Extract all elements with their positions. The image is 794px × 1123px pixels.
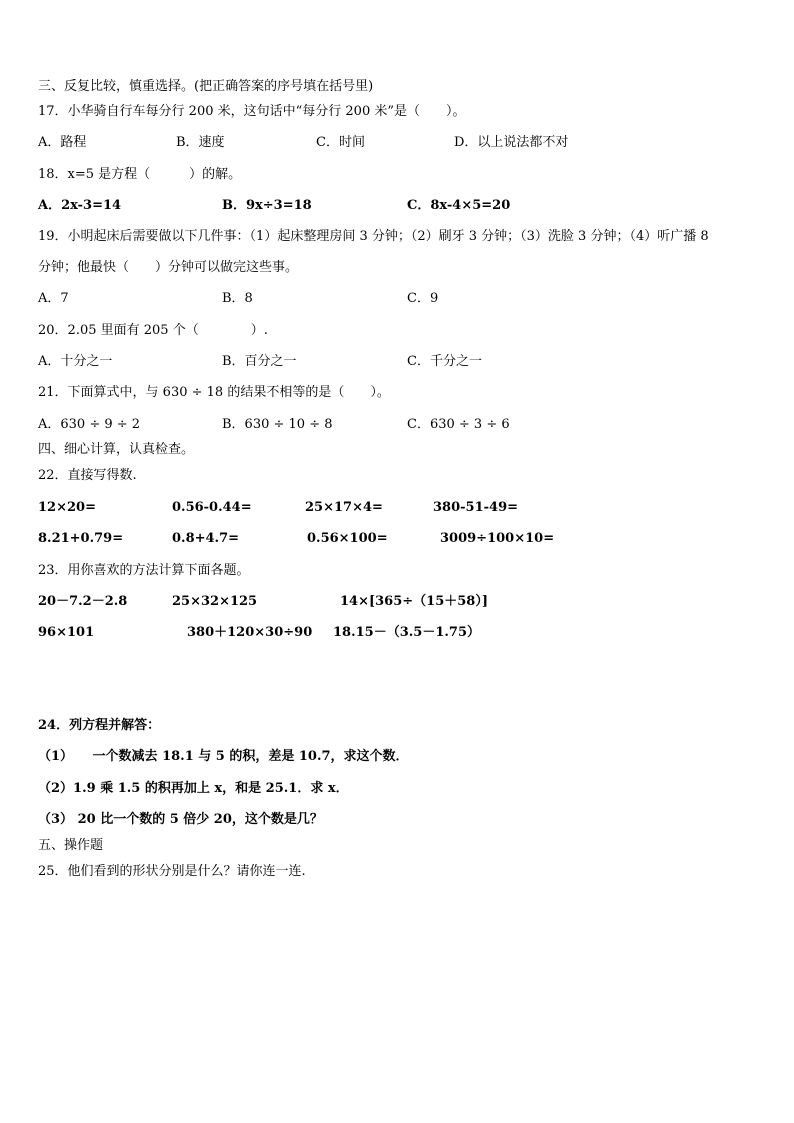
question-23-stem: 23．用你喜欢的方法计算下面各题。 — [38, 563, 250, 578]
question-21-stem: 21．下面算式中，与 630 ÷ 18 的结果不相等的是（ ）。 — [38, 385, 390, 400]
question-19-stem-line1: 19．小明起床后需要做以下几件事：（1）起床整理房间 3 分钟；（2）刷牙 3 分钟；（3）洗脸 3 分钟；（4）听广播 8 — [38, 229, 709, 244]
question-23-item: 14×[365÷（15＋58）] — [340, 594, 488, 609]
question-20-option-c: C．千分之一 — [407, 354, 482, 369]
question-24-item-1: （1） 一个数减去 18.1 与 5 的积，差是 10.7，求这个数． — [38, 749, 409, 764]
question-19-option-c: C．9 — [407, 291, 439, 306]
question-20-option-b: B．百分之一 — [222, 354, 297, 369]
question-24-item-3: （3） 20 比一个数的 5 倍少 20，这个数是几？ — [38, 812, 323, 827]
question-21-option-a: A．630 ÷ 9 ÷ 2 — [38, 417, 141, 432]
section-5-heading: 五、操作题 — [38, 838, 104, 853]
question-19-stem-line2: 分钟；他最快（ ）分钟可以做完这些事。 — [38, 260, 299, 275]
question-25-stem: 25．他们看到的形状分别是什么？请你连一连. — [38, 864, 306, 879]
question-22-item: 380-51-49= — [433, 500, 519, 515]
question-19-option-a: A．7 — [38, 291, 69, 306]
question-23-item: 18.15－（3.5－1.75） — [333, 625, 480, 640]
question-22-item: 12×20= — [38, 500, 96, 515]
section-3-heading: 三、反复比较，慎重选择。(把正确答案的序号填在括号里) — [38, 79, 374, 94]
question-22-item: 0.56×100= — [307, 531, 388, 546]
question-22-item: 0.8+4.7= — [172, 531, 240, 546]
question-17-option-c: C．时间 — [316, 135, 365, 150]
question-20-stem: 20．2.05 里面有 205 个（ ）. — [38, 323, 268, 338]
question-18-option-b: B．9x÷3=18 — [222, 198, 312, 213]
question-18-option-c: C．8x-4×5=20 — [407, 198, 511, 213]
question-18-stem: 18．x=5 是方程（ ）的解。 — [38, 167, 242, 182]
question-17-option-a: A．路程 — [38, 135, 87, 150]
question-22-item: 0.56-0.44= — [172, 500, 252, 515]
question-23-item: 20－7.2－2.8 — [38, 594, 128, 609]
question-23-item: 25×32×125 — [172, 594, 258, 609]
question-21-option-b: B．630 ÷ 10 ÷ 8 — [222, 417, 333, 432]
question-18-option-a: A．2x-3=14 — [38, 198, 122, 213]
question-22-item: 3009÷100×10= — [440, 531, 555, 546]
question-21-option-c: C．630 ÷ 3 ÷ 6 — [407, 417, 510, 432]
section-4-heading: 四、细心计算，认真检查。 — [38, 442, 195, 457]
question-17-option-b: B．速度 — [176, 135, 225, 150]
question-17-option-d: D．以上说法都不对 — [454, 135, 569, 150]
question-22-stem: 22．直接写得数. — [38, 468, 137, 483]
question-23-item: 380＋120×30÷90 — [187, 625, 313, 640]
question-24-item-2: （2）1.9 乘 1.5 的积再加上 x，和是 25.1．求 x． — [38, 781, 349, 796]
question-24-stem: 24．列方程并解答： — [38, 718, 161, 733]
question-17-stem: 17．小华骑自行车每分行 200 米，这句话中“每分行 200 米”是（ ）。 — [38, 104, 466, 119]
question-22-item: 8.21+0.79= — [38, 531, 124, 546]
question-22-item: 25×17×4= — [305, 500, 383, 515]
question-19-option-b: B．8 — [222, 291, 253, 306]
question-20-option-a: A．十分之一 — [38, 354, 113, 369]
question-23-item: 96×101 — [38, 625, 95, 640]
